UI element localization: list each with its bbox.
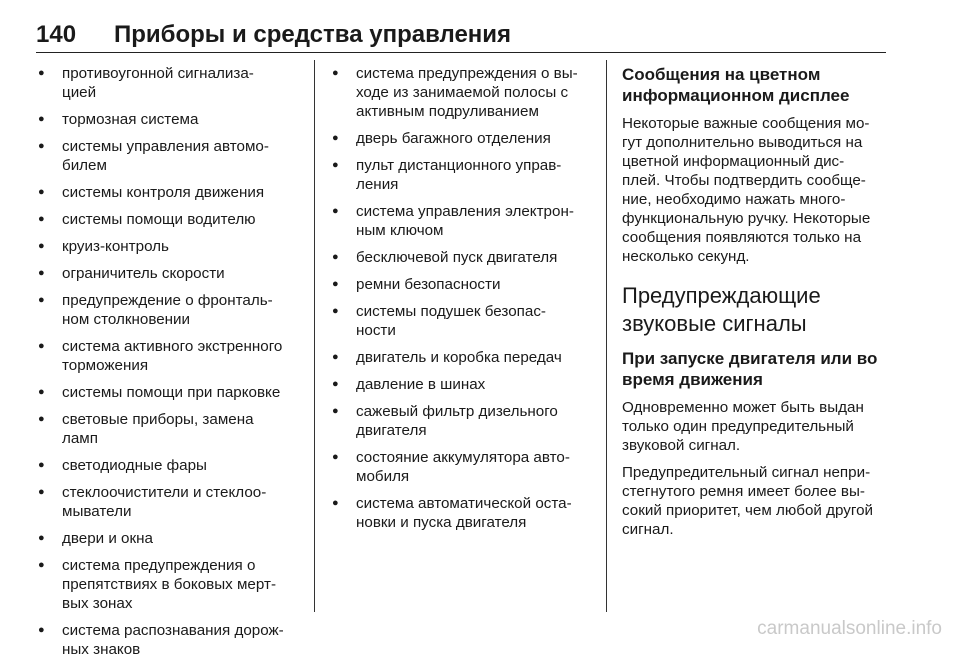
list-item: ● ремни безопасности	[330, 275, 596, 294]
page-header	[36, 22, 886, 53]
list-item: ● дверь багажного отделения	[330, 129, 596, 148]
page-number: 140	[36, 21, 77, 48]
watermark: carmanualsonline.info	[757, 618, 942, 639]
column-divider	[314, 60, 315, 612]
section-title: Предупреждающие звуковые сигналы	[622, 283, 821, 336]
list-item: ● система активного экстренного торможения	[36, 337, 304, 375]
column-divider	[606, 60, 607, 612]
section-heading: Сообщения на цветном информационном дисплее	[622, 65, 850, 105]
list-item: ● стеклоочистители и стеклоо- мыватели	[36, 483, 304, 521]
column-left	[36, 64, 304, 667]
list-item: ● пульт дистанционного управ- ления	[330, 156, 596, 194]
list-item: ● ограничитель скорости	[36, 264, 304, 283]
list-item: ● сажевый фильтр дизельного двигателя	[330, 402, 596, 440]
paragraph: Некоторые важные сообщения мо- гут дополнительно выводиться на цветной информационный дис- плей. Чтобы подтвердить сообще- ние, необходимо нажать много- функциональную ручку. Некоторые сообщения появляются только на несколько секунд.	[622, 115, 871, 265]
list-item: ● система предупреждения о вы- ходе из занимаемой полосы с активным подруливанием	[330, 64, 596, 121]
list-item: ● система автоматической оста- новки и пуска двигателя	[330, 494, 596, 532]
list-item: ● системы помощи водителю	[36, 210, 304, 229]
list-item: ● давление в шинах	[330, 375, 596, 394]
list-item: ● тормозная система	[36, 110, 304, 129]
bullet-list	[36, 64, 304, 659]
list-item: ● система управления электрон- ным ключом	[330, 202, 596, 240]
list-item: ● системы управления автомо- билем	[36, 137, 304, 175]
column-middle	[330, 64, 596, 540]
list-item: ● двигатель и коробка передач	[330, 348, 596, 367]
list-item: ● системы контроля движения	[36, 183, 304, 202]
list-item: ● световые приборы, замена ламп	[36, 410, 304, 448]
chapter-title: Приборы и средства управления	[114, 21, 512, 48]
list-item: ● бесключевой пуск двигателя	[330, 248, 596, 267]
section-heading: При запуске двигателя или во время движения	[622, 349, 878, 389]
bullet-list	[330, 64, 596, 532]
list-item: ● система распознавания дорож- ных знаков	[36, 621, 304, 659]
list-item: ● круиз-контроль	[36, 237, 304, 256]
list-item: ● системы подушек безопас- ности	[330, 302, 596, 340]
list-item: ● противоугонной сигнализа- цией	[36, 64, 304, 102]
column-right	[622, 64, 890, 547]
list-item: ● светодиодные фары	[36, 456, 304, 475]
list-item: ● предупреждение о фронталь- ном столкновении	[36, 291, 304, 329]
list-item: ● состояние аккумулятора авто- мобиля	[330, 448, 596, 486]
list-item: ● система предупреждения о препятствиях в боковых мерт- вых зонах	[36, 556, 304, 613]
list-item: ● системы помощи при парковке	[36, 383, 304, 402]
paragraph: Предупредительный сигнал непри- стегнутого ремня имеет более вы- сокий приоритет, чем любой другой сигнал.	[622, 464, 873, 538]
paragraph: Одновременно может быть выдан только один предупредительный звуковой сигнал.	[622, 399, 864, 454]
list-item: ● двери и окна	[36, 529, 304, 548]
